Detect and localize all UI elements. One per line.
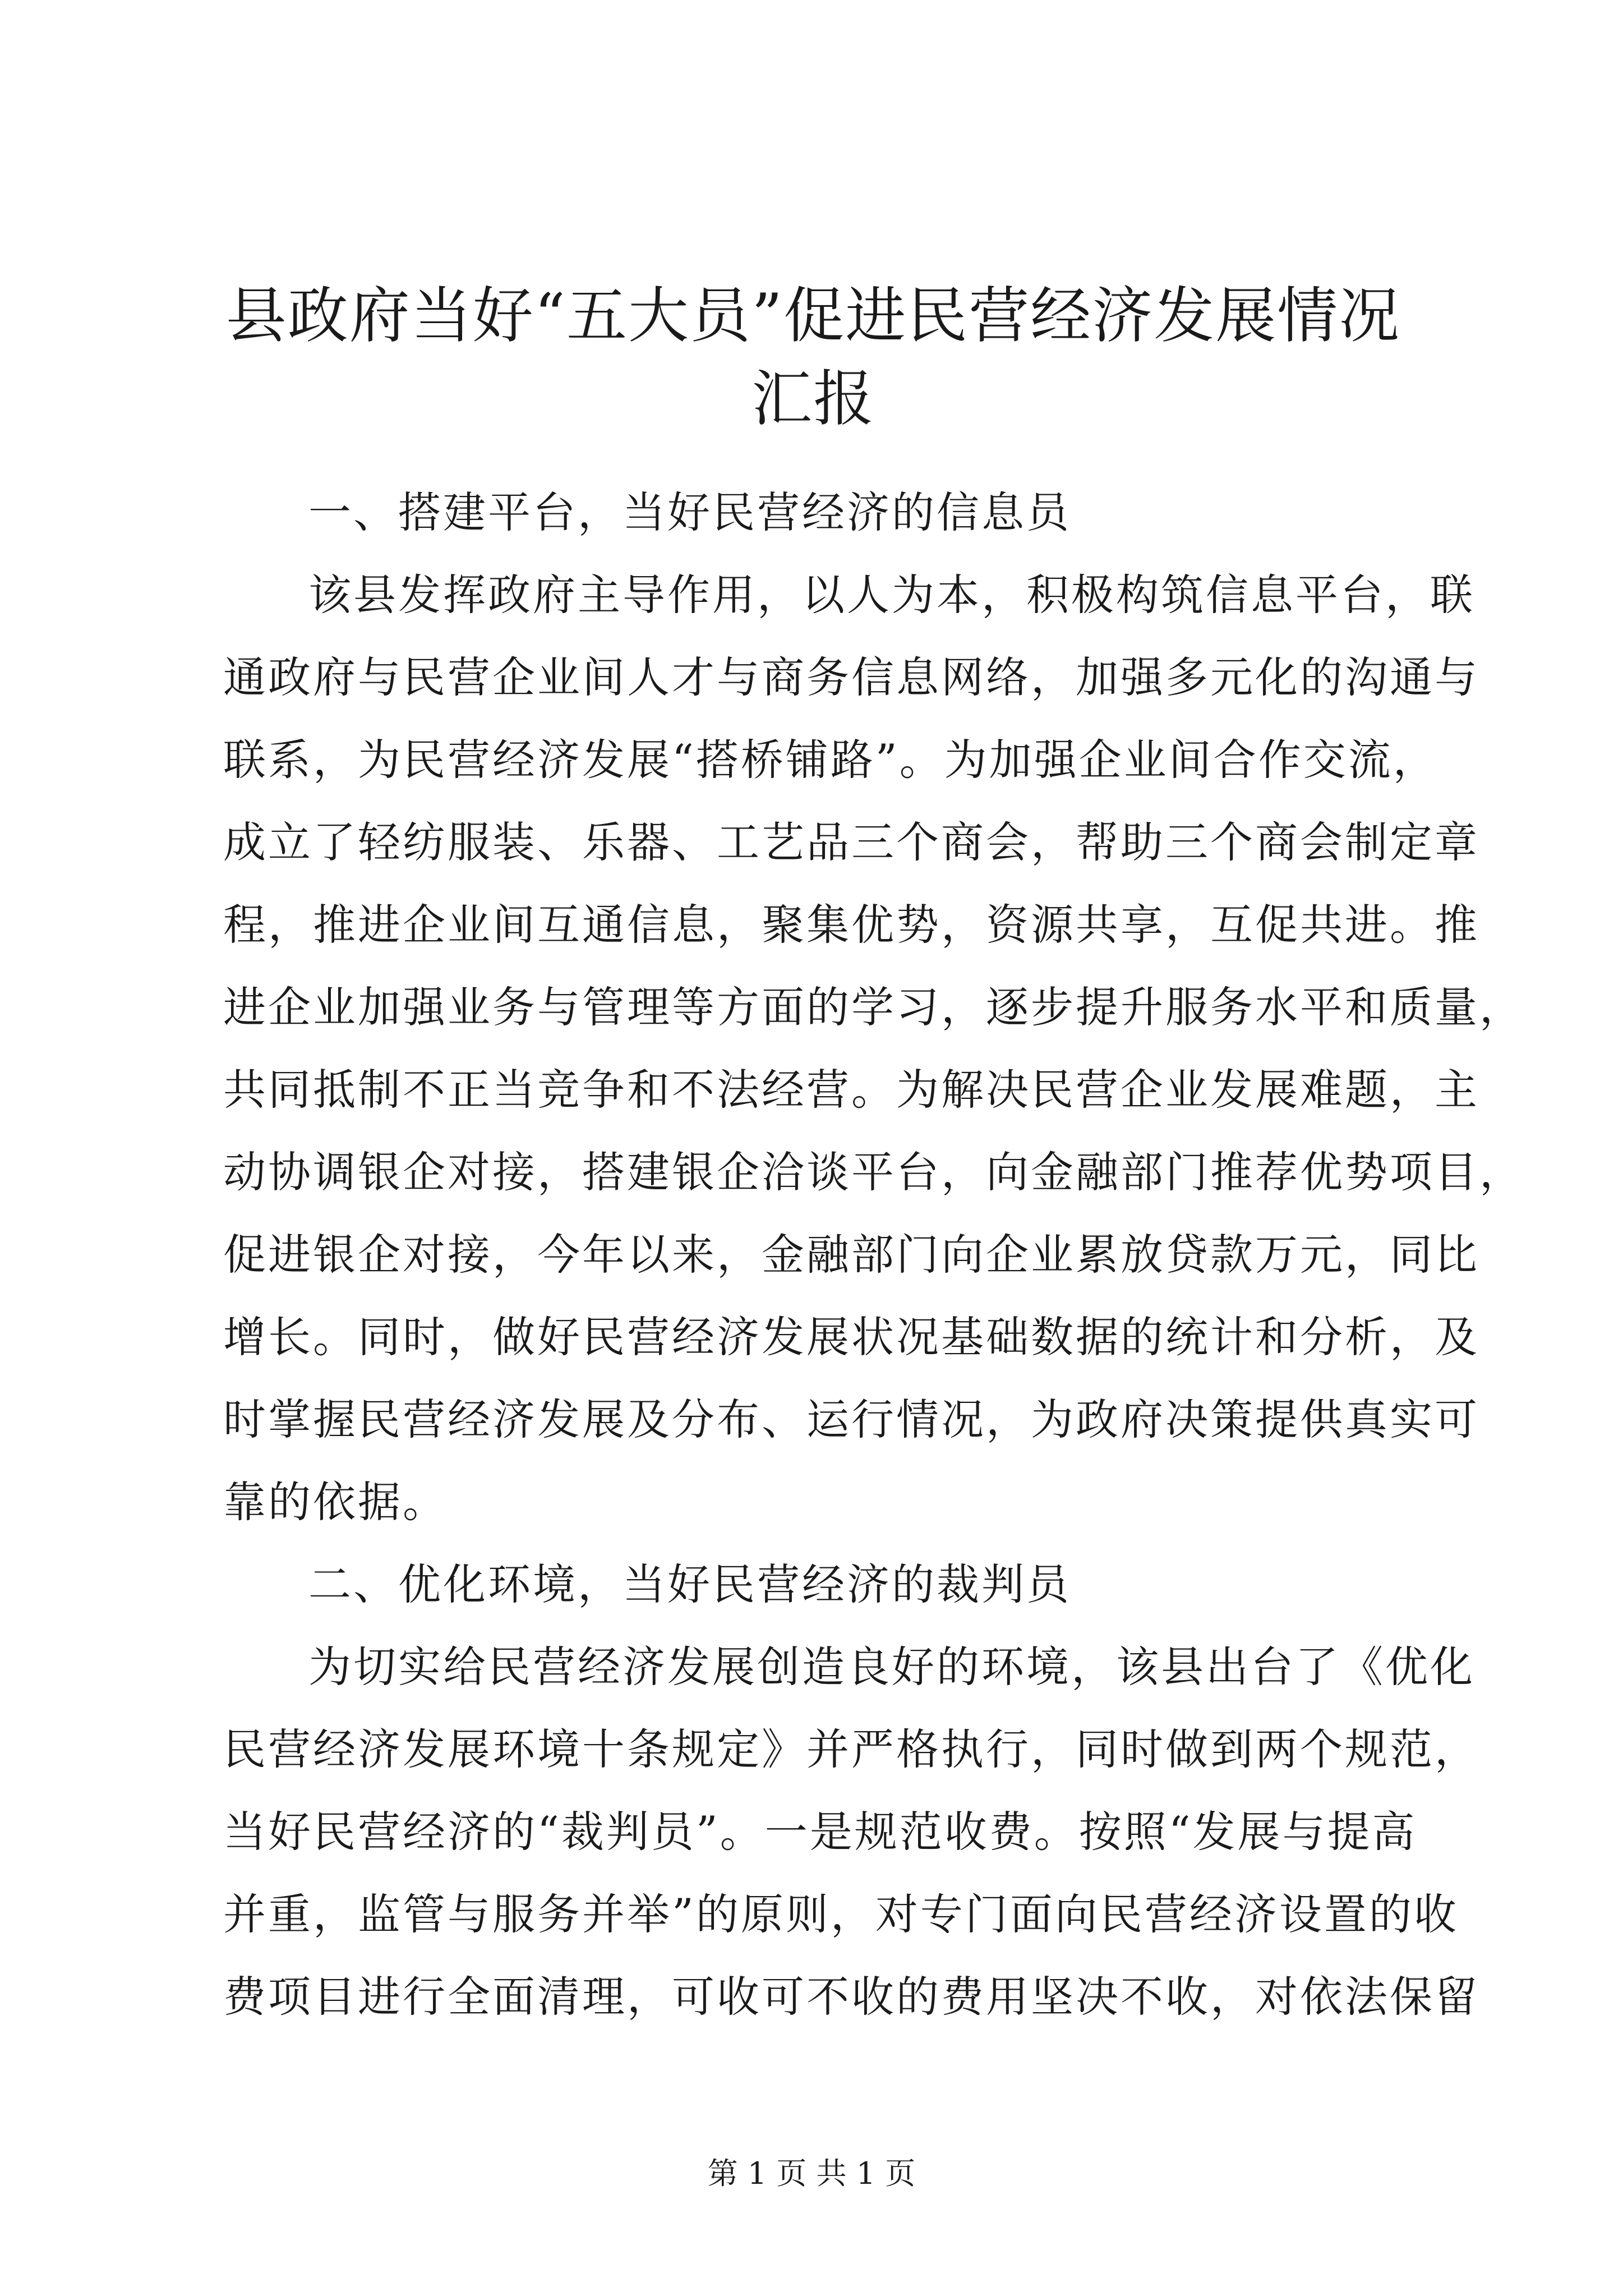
paragraph-line: 为切实给民营经济发展创造良好的环境，该县出台了《优化 bbox=[308, 1642, 1475, 1692]
document-title bbox=[202, 275, 1424, 441]
paragraph-line: 靠的依据。 bbox=[223, 1477, 448, 1527]
document-body bbox=[223, 471, 1524, 2038]
paragraph-line: 该县发挥政府主导作用，以人为本，积极构筑信息平台，联 bbox=[308, 570, 1475, 620]
paragraph-line: 共同抵制不正当竞争和不法经营。为解决民营企业发展难题，主 bbox=[223, 1065, 1479, 1115]
paragraph-line: 促进银企对接，今年以来，金融部门向企业累放贷款万元，同比 bbox=[223, 1230, 1479, 1280]
page-footer: 第 1 页 共 1 页 bbox=[707, 2156, 916, 2191]
paragraph-line: 时掌握民营经济发展及分布、运行情况，为政府决策提供真实可 bbox=[223, 1395, 1479, 1444]
paragraph-line: 民营经济发展环境十条规定》并严格执行，同时做到两个规范， bbox=[223, 1724, 1479, 1774]
paragraph-line: 通政府与民营企业间人才与商务信息网络，加强多元化的沟通与 bbox=[223, 652, 1479, 702]
section-heading-2: 二、优化环境，当好民营经济的裁判员 bbox=[308, 1559, 1071, 1609]
paragraph-line: 进企业加强业务与管理等方面的学习，逐步提升服务水平和质量， bbox=[223, 982, 1524, 1032]
title-line-2: 汇报 bbox=[751, 364, 875, 434]
paragraph-line: 费项目进行全面清理，可收可不收的费用坚决不收，对依法保留 bbox=[223, 1972, 1479, 2022]
paragraph-line: 增长。同时，做好民营经济发展状况基础数据的统计和分析，及 bbox=[223, 1312, 1479, 1362]
section-heading-1: 一、搭建平台，当好民营经济的信息员 bbox=[308, 487, 1071, 537]
paragraph-line: 联系，为民营经济发展“搭桥铺路”。为加强企业间合作交流， bbox=[223, 735, 1438, 785]
paragraph-line: 并重，监管与服务并举”的原则，对专门面向民营经济设置的收 bbox=[223, 1889, 1459, 1939]
paragraph-line: 动协调银企对接，搭建银企洽谈平台，向金融部门推荐优势项目， bbox=[223, 1147, 1524, 1197]
paragraph-line: 成立了轻纺服装、乐器、工艺品三个商会，帮助三个商会制定章 bbox=[223, 817, 1479, 867]
section-paragraph-1 bbox=[223, 554, 1524, 1543]
title-line-1: 县政府当好“五大员”促进民营经济发展情况 bbox=[225, 281, 1401, 351]
paragraph-line: 程，推进企业间互通信息，聚集优势，资源共享，互促共进。推 bbox=[223, 900, 1479, 950]
section-paragraph-2 bbox=[223, 1626, 1479, 2038]
paragraph-line: 当好民营经济的“裁判员”。一是规范收费。按照“发展与提高 bbox=[223, 1807, 1417, 1857]
